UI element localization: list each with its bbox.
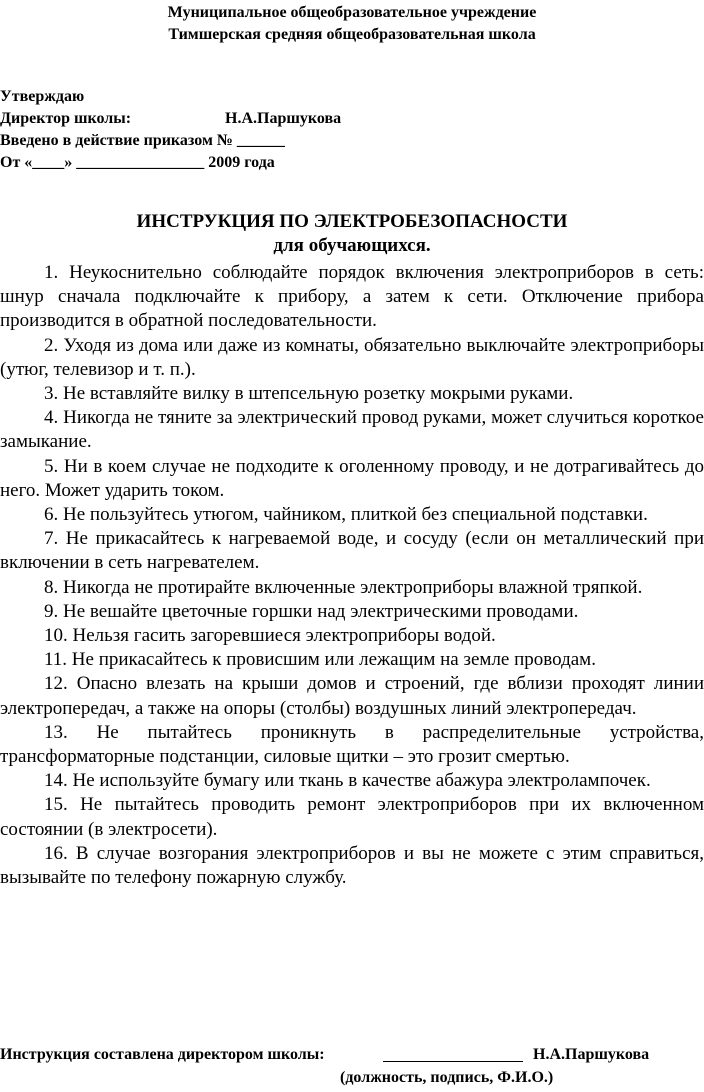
composer-name: Н.А.Паршукова <box>533 1046 650 1063</box>
document-title <box>0 210 704 258</box>
title-main: ИНСТРУКЦИЯ ПО ЭЛЕКТРОБЕЗОПАСНОСТИ <box>136 211 568 232</box>
instruction-item: 6. Не пользуйтесь утюгом, чайником, плиткой без специальной подставки. <box>44 504 648 526</box>
approval-block <box>0 86 704 174</box>
signature-line <box>383 1061 523 1062</box>
instruction-item: 2. Уходя из дома или даже из комнаты, обязательно выключайте электроприборы (утюг, телевизор и т. п.). <box>0 334 704 380</box>
instruction-item: 4. Никогда не тяните за электрический провод руками, может случиться короткое замыкание. <box>0 407 704 453</box>
school-header <box>0 2 704 46</box>
header-line-institution: Муниципальное общеобразовательное учреждение <box>167 4 537 21</box>
instruction-item: 13. Не пытайтесь проникнуть в распределительные устройства, трансформаторные подстанции, силовые щитки – это грозит смертью. <box>0 721 704 768</box>
title-sub: для обучающихся. <box>273 235 431 256</box>
director-row <box>0 108 704 130</box>
composed-by-label: Инструкция составлена директором школы: <box>0 1046 325 1063</box>
header-line-school: Тимшерская средняя общеобразовательная школа <box>168 26 536 43</box>
instruction-item: 15. Не пытайтесь проводить ремонт электроприборов при их включенном состоянии (в электросети). <box>0 794 704 840</box>
instruction-list <box>0 261 704 890</box>
instruction-item: 16. В случае возгорания электроприборов и вы не можете с этим справиться, вызывайте по телефону пожарную службу. <box>0 842 704 889</box>
instruction-item: 12. Опасно влезать на крыши домов и строений, где вблизи проходят линии электропередач, а также на опоры (столбы) воздушных линий электропередач. <box>0 673 704 719</box>
order-line: Введено в действие приказом № ______ <box>0 132 285 149</box>
instruction-item: 14. Не используйте бумагу или ткань в качестве абажура электролампочек. <box>44 770 651 792</box>
instruction-item: 9. Не вешайте цветочные горшки над электрическими проводами. <box>44 600 579 622</box>
director-label: Директор школы: <box>0 110 132 127</box>
director-name: Н.А.Паршукова <box>225 110 342 127</box>
instruction-item: 1. Неукоснительно соблюдайте порядок включения электроприборов в сеть: шнур сначала подключайте к прибору, а затем к сети. Отключение прибора производится в обратной последовательности. <box>0 262 704 332</box>
instruction-item: 10. Нельзя гасить загоревшиеся электроприборы водой. <box>44 625 496 647</box>
signature-hint: (должность, подпись, Ф.И.О.) <box>340 1069 554 1086</box>
date-line: От «____» ________________ 2009 года <box>0 154 275 171</box>
instruction-item: 7. Не прикасайтесь к нагреваемой воде, и сосуду (если он металлический при включении в сеть нагревателем. <box>0 528 704 574</box>
instruction-item: 3. Не вставляйте вилку в штепсельную розетку мокрыми руками. <box>44 383 574 405</box>
instruction-item: 8. Никогда не протирайте включенные электроприборы влажной тряпкой. <box>44 576 643 598</box>
instruction-item: 11. Не прикасайтесь к провисшим или лежащим на земле проводам. <box>44 649 596 671</box>
instruction-item: 5. Ни в коем случае не подходите к оголенному проводу, и не дотрагивайтесь до него. Может ударить током. <box>0 455 704 501</box>
approved-label: Утверждаю <box>0 88 85 105</box>
